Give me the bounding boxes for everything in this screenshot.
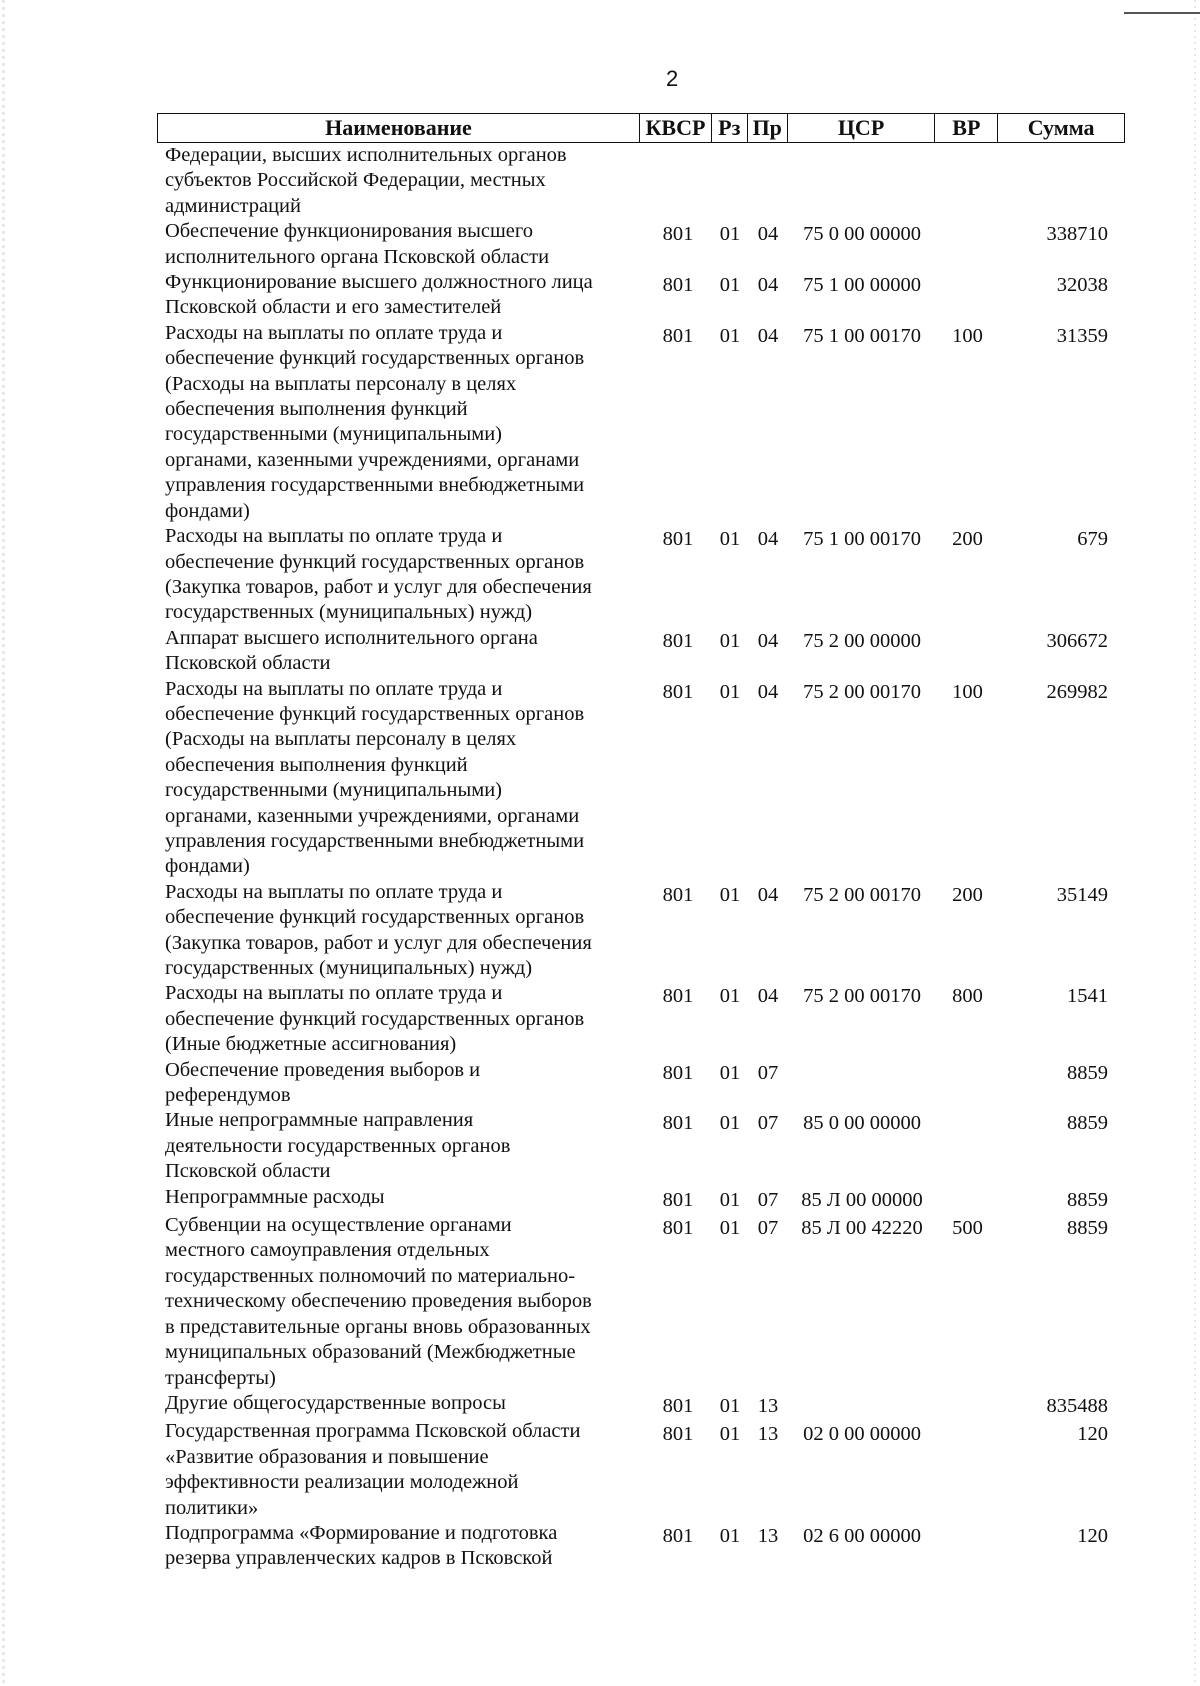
row-sum: 306672 <box>1046 629 1108 652</box>
row-csr: 85 Л 00 42220 <box>801 1217 923 1240</box>
row-csr: 75 2 00 00170 <box>803 985 921 1008</box>
row-vr <box>936 143 999 219</box>
row-csr: 75 1 00 00000 <box>803 274 921 297</box>
row-name: Расходы на выплаты по оплате труда и обеспечение функций государственных органов (Иные бюджетные ассигнования) <box>165 982 585 1056</box>
table-row <box>157 677 1125 880</box>
row-name: Расходы на выплаты по оплате труда и обеспечение функций государственных органов (Расходы на выплаты персоналу в целях обеспечения выполнения функций государственными (муниципальными) органами, казенными учреждениями, органами управления государственными внебюджетными фондами) <box>165 677 585 878</box>
row-pr: 04 <box>757 629 779 652</box>
row-rz: 01 <box>719 223 741 246</box>
table-row <box>157 1213 1125 1391</box>
row-vr <box>936 219 999 270</box>
row-sum: 835488 <box>1046 1394 1108 1417</box>
row-name: Расходы на выплаты по оплате труда и обеспечение функций государственных органов (Расходы на выплаты персоналу в целях обеспечения выполнения функций государственными (муниципальными) органами, казенными учреждениями, органами управления государственными внебюджетными фондами) <box>165 321 585 522</box>
row-rz: 01 <box>719 528 741 551</box>
header-kvsr: КВСР <box>640 114 712 142</box>
row-pr: 07 <box>757 1188 779 1211</box>
row-name: Расходы на выплаты по оплате труда и обеспечение функций государственных органов (Закупка товаров, работ и услуг для обеспечения государственных (муниципальных) нужд) <box>165 525 592 624</box>
row-kvsr: 801 <box>662 223 694 246</box>
table-row <box>157 1185 1125 1213</box>
row-rz: 01 <box>719 1217 741 1240</box>
row-sum: 1541 <box>1067 985 1108 1008</box>
row-rz: 01 <box>719 1524 741 1547</box>
row-rz: 01 <box>719 680 741 703</box>
budget-table-body <box>157 143 1125 1572</box>
row-csr: 85 0 00 00000 <box>803 1112 921 1135</box>
row-kvsr: 801 <box>662 528 694 551</box>
row-vr <box>936 626 999 677</box>
row-sum: 120 <box>1077 1524 1108 1547</box>
row-pr: 04 <box>757 680 779 703</box>
row-csr <box>788 1391 936 1419</box>
table-row <box>157 1108 1125 1184</box>
row-kvsr: 801 <box>662 680 694 703</box>
row-csr: 75 2 00 00000 <box>803 629 921 652</box>
row-pr: 04 <box>757 883 779 906</box>
row-name: Непрограммные расходы <box>165 1185 385 1208</box>
row-pr: 07 <box>757 1217 779 1240</box>
row-pr: 07 <box>757 1061 779 1084</box>
row-sum: 338710 <box>1046 223 1108 246</box>
row-vr: 200 <box>952 883 983 906</box>
row-vr: 100 <box>952 324 983 347</box>
row-pr: 13 <box>757 1524 779 1547</box>
row-rz: 01 <box>719 1061 741 1084</box>
table-row <box>157 143 1125 219</box>
row-name: Подпрограмма «Формирование и подготовка резерва управленческих кадров в Псковской <box>165 1521 558 1570</box>
row-kvsr: 801 <box>662 1112 694 1135</box>
row-rz: 01 <box>719 883 741 906</box>
row-name: Функционирование высшего должностного лица Псковской области и его заместителей <box>165 271 593 319</box>
row-kvsr: 801 <box>662 274 694 297</box>
row-rz <box>712 143 748 219</box>
row-csr <box>788 1058 936 1109</box>
row-pr: 07 <box>757 1112 779 1135</box>
row-pr: 04 <box>757 274 779 297</box>
row-sum <box>999 143 1125 219</box>
table-row <box>157 219 1125 270</box>
row-sum: 8859 <box>1067 1061 1108 1084</box>
row-rz: 01 <box>719 274 741 297</box>
page-number: 2 <box>666 66 679 91</box>
row-kvsr: 801 <box>662 1061 694 1084</box>
header-csr: ЦСР <box>788 114 936 142</box>
row-pr: 13 <box>757 1423 779 1446</box>
table-row <box>157 524 1125 626</box>
row-pr: 04 <box>757 985 779 1008</box>
row-kvsr: 801 <box>662 1394 694 1417</box>
row-sum: 8859 <box>1067 1112 1108 1135</box>
row-sum: 8859 <box>1067 1188 1108 1211</box>
row-name: Субвенции на осуществление органами местного самоуправления отдельных государственных полномочий по материально- техническому обеспечению проведения выборов в представительные органы вновь образованных муниципальных образований (Межбюджетные трансферты) <box>165 1214 592 1389</box>
row-csr: 75 2 00 00170 <box>803 883 921 906</box>
table-row <box>157 1419 1125 1521</box>
row-vr <box>936 1185 999 1213</box>
table-row <box>157 1391 1125 1419</box>
row-vr <box>936 1108 999 1184</box>
row-kvsr: 801 <box>662 883 694 906</box>
row-vr: 200 <box>952 528 983 551</box>
table-row <box>157 321 1125 524</box>
table-row <box>157 981 1125 1057</box>
row-kvsr: 801 <box>662 1524 694 1547</box>
row-vr <box>936 1391 999 1419</box>
row-csr: 85 Л 00 00000 <box>801 1188 923 1211</box>
row-rz: 01 <box>719 629 741 652</box>
row-kvsr: 801 <box>662 1188 694 1211</box>
row-sum: 32038 <box>1056 274 1108 297</box>
row-sum: 679 <box>1077 528 1108 551</box>
row-sum: 120 <box>1077 1423 1108 1446</box>
row-sum: 8859 <box>1067 1217 1108 1240</box>
table-row <box>157 626 1125 677</box>
row-vr: 800 <box>952 985 983 1008</box>
row-rz: 01 <box>719 324 741 347</box>
table-header <box>157 113 1125 143</box>
row-csr: 75 1 00 00170 <box>803 324 921 347</box>
header-name: Наименование <box>158 114 640 142</box>
row-kvsr: 801 <box>662 324 694 347</box>
row-csr <box>788 143 936 219</box>
scan-edge-right <box>1194 0 1196 1686</box>
row-name: Иные непрограммные направления деятельности государственных органов Псковской области <box>165 1109 511 1183</box>
row-name: Аппарат высшего исполнительного органа Псковской области <box>165 626 538 675</box>
row-name: Федерации, высших исполнительных органов субъектов Российской Федерации, местных администраций <box>165 144 567 217</box>
row-vr <box>936 1419 999 1521</box>
row-sum: 31359 <box>1056 324 1108 347</box>
row-pr: 04 <box>757 223 779 246</box>
row-rz: 01 <box>719 1188 741 1211</box>
row-pr <box>748 143 788 219</box>
row-pr: 04 <box>757 324 779 347</box>
row-csr: 75 0 00 00000 <box>803 223 921 246</box>
row-kvsr: 801 <box>662 1423 694 1446</box>
row-name: Государственная программа Псковской области «Развитие образования и повышение эффективности реализации молодежной политики» <box>165 1420 581 1519</box>
row-csr: 75 1 00 00170 <box>803 528 921 551</box>
scan-edge-left <box>2 0 5 1686</box>
row-vr: 100 <box>952 680 983 703</box>
row-csr: 02 0 00 00000 <box>803 1423 921 1446</box>
row-csr: 75 2 00 00170 <box>803 680 921 703</box>
row-kvsr: 801 <box>662 1217 694 1240</box>
table-row <box>157 1521 1125 1572</box>
row-rz: 01 <box>719 985 741 1008</box>
row-vr <box>936 1058 999 1109</box>
table-row <box>157 270 1125 321</box>
header-sum: Сумма <box>1027 115 1095 140</box>
row-csr: 02 6 00 00000 <box>803 1524 921 1547</box>
header-pr: Пр <box>748 114 788 142</box>
header-vr: ВР <box>935 114 998 142</box>
table-row <box>157 880 1125 982</box>
header-rz: Рз <box>712 114 748 142</box>
row-rz: 01 <box>719 1394 741 1417</box>
row-kvsr: 801 <box>662 985 694 1008</box>
row-vr <box>936 1521 999 1572</box>
row-pr: 04 <box>757 528 779 551</box>
row-name: Расходы на выплаты по оплате труда и обеспечение функций государственных органов (Закупка товаров, работ и услуг для обеспечения государственных (муниципальных) нужд) <box>165 880 592 979</box>
row-rz: 01 <box>719 1112 741 1135</box>
row-name: Обеспечение функционирования высшего исполнительного органа Псковской области <box>165 220 550 268</box>
row-sum: 269982 <box>1046 680 1108 703</box>
row-name: Другие общегосударственные вопросы <box>165 1391 506 1414</box>
row-pr: 13 <box>757 1394 779 1417</box>
row-name: Обеспечение проведения выборов и референдумов <box>165 1058 481 1107</box>
row-vr <box>936 270 999 321</box>
row-kvsr <box>640 143 712 219</box>
row-kvsr: 801 <box>662 629 694 652</box>
row-vr: 500 <box>952 1217 983 1240</box>
scan-corner-mark <box>1124 12 1200 14</box>
row-rz: 01 <box>719 1423 741 1446</box>
row-sum: 35149 <box>1056 883 1108 906</box>
table-row <box>157 1058 1125 1109</box>
